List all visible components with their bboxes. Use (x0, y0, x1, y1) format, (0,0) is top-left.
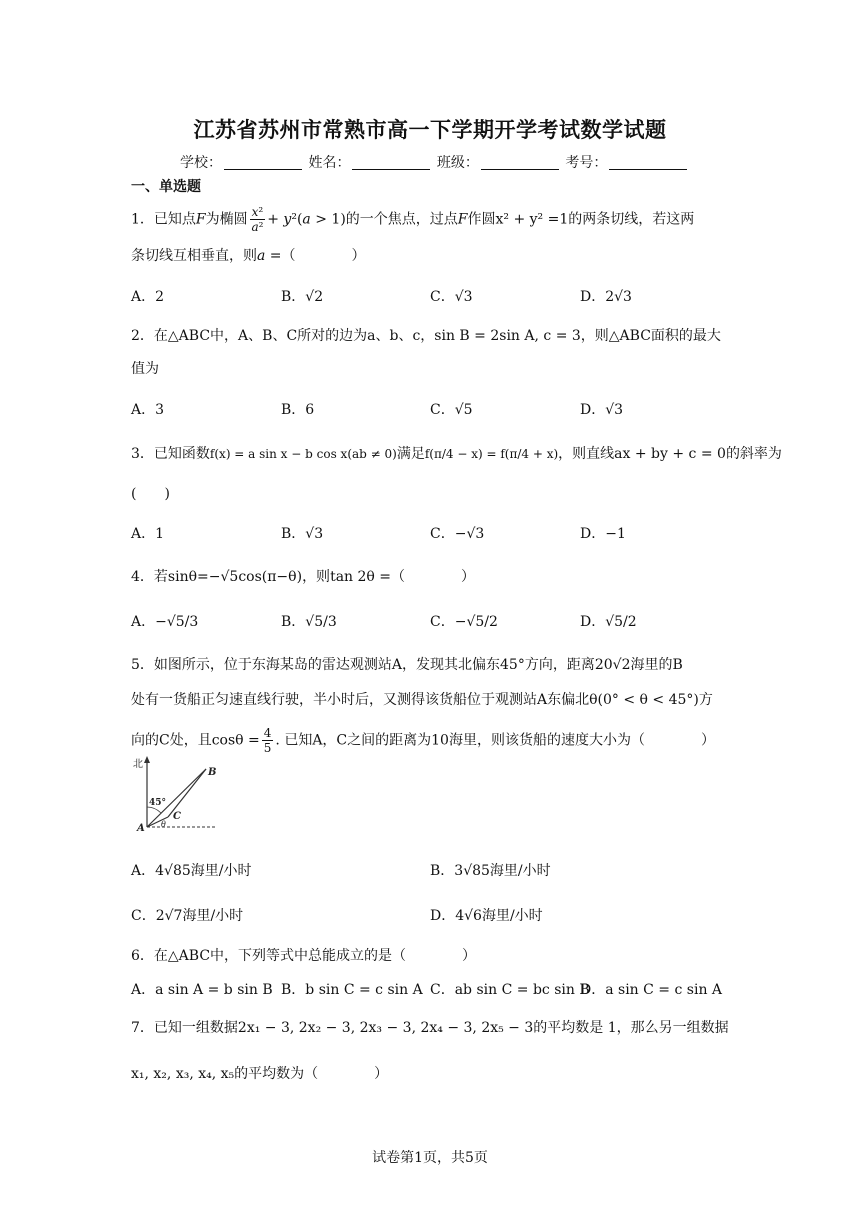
q4-option-b[interactable]: B．√5/3 (281, 614, 337, 630)
school-label: 学校： (180, 155, 222, 171)
ellipse-fraction: $\frac{\text{x²}}{\text{a²}}$ (251, 205, 264, 234)
q3-option-a[interactable]: A．1 (131, 526, 165, 542)
q1-option-b[interactable]: B．√2 (281, 289, 324, 305)
q2-option-d[interactable]: D．√3 (580, 402, 624, 418)
point-b-label: B (208, 767, 217, 778)
name-label: 姓名： (308, 155, 351, 171)
point-c-label: C (173, 811, 181, 822)
question-7-line-2: x₁, x₂, x₃, x₄, x₅的平均数为（ ） (131, 1066, 389, 1082)
north-arrow-icon (144, 756, 150, 763)
question-1-line-1: 1．已知点F为椭圆 $\frac{\text{x²}}{\text{a²}}$ + y²(a > 1)的一个焦点，过点F作圆x² + y² =1的两条切线，若这两 (131, 205, 695, 234)
q6-option-d[interactable]: D．a sin C = c sin A (580, 982, 723, 998)
q3-option-b[interactable]: B．√3 (281, 526, 324, 542)
name-blank[interactable] (352, 169, 430, 170)
north-label: 北 (133, 759, 143, 770)
page-title: 江苏省苏州市常熟市高一下学期开学考试数学试题 (193, 118, 667, 142)
angle-label: 45° (149, 798, 167, 808)
question-5-line-2: 处有一货船正匀速直线行驶，半小时后，又测得该货船位于观测站A东偏北θ(0° < θ < 45°)方 (131, 692, 713, 708)
point-a-label: A (137, 823, 145, 834)
question-7-line-1: 7．已知一组数据2x₁ − 3, 2x₂ − 3, 2x₃ − 3, 2x₄ − 3, 2x₅ − 3的平均数是 1，那么另一组数据 (131, 1020, 729, 1036)
page-footer: 试卷第1页，共5页 (372, 1150, 488, 1166)
number-label: 考号： (565, 155, 608, 171)
q5-option-a[interactable]: A．4√85海里/小时 (131, 863, 252, 879)
q2-option-b[interactable]: B．6 (281, 402, 315, 418)
q6-option-a[interactable]: A．a sin A = b sin B (131, 982, 273, 998)
theta-label: θ (161, 820, 166, 829)
question-3-line-1: 3．已知函数f(x) = a sin x − b cos x(ab ≠ 0)满足f(π/4 − x) = f(π/4 + x)，则直线ax + by + c = 0的斜率为 (131, 446, 782, 462)
number-blank[interactable] (609, 169, 687, 170)
question-3-line-2: ( ) (131, 486, 170, 502)
question-1-line-2: 条切线互相垂直，则a =（ ） (131, 248, 366, 264)
question-2-line-1: 2．在△ABC中，A、B、C所对的边为a、b、c，sin B = 2sin A, c = 3，则△ABC面积的最大 (131, 328, 721, 344)
q2-option-a[interactable]: A．3 (131, 402, 165, 418)
q5-option-b[interactable]: B．3√85海里/小时 (430, 863, 551, 879)
question-5-line-1: 5．如图所示，位于东海某岛的雷达观测站A，发现其北偏东45°方向，距离20√2海里的B (131, 657, 683, 673)
student-info-line (180, 152, 689, 172)
line-cb (168, 769, 206, 817)
radar-diagram (130, 755, 225, 837)
q2-option-c[interactable]: C．√5 (430, 402, 473, 418)
q1-option-d[interactable]: D．2√3 (580, 289, 632, 305)
question-4-line-1: 4．若sinθ=−√5cos(π−θ)，则tan 2θ =（ ） (131, 569, 476, 585)
q4-option-c[interactable]: C．−√5/2 (430, 614, 498, 630)
school-blank[interactable] (224, 169, 302, 170)
q4-option-a[interactable]: A．−√5/3 (131, 614, 199, 630)
q3-option-c[interactable]: C．−√3 (430, 526, 485, 542)
q3-option-d[interactable]: D．−1 (580, 526, 626, 542)
q6-option-b[interactable]: B．b sin C = c sin A (281, 982, 423, 998)
q6-option-c[interactable]: C．ab sin C = bc sin B (430, 982, 590, 998)
cos-fraction: $\frac{4}{5}$ (263, 726, 272, 755)
question-6-line-1: 6．在△ABC中，下列等式中总能成立的是（ ） (131, 948, 477, 964)
question-5-line-3: 向的C处，且cosθ = $\frac{4}{5}$ . 已知A，C之间的距离为10海里，则该货船的速度大小为（ ） (131, 726, 715, 755)
class-label: 班级： (436, 155, 479, 171)
section-heading: 一、单选题 (131, 179, 201, 195)
q4-option-d[interactable]: D．√5/2 (580, 614, 637, 630)
question-2-line-2: 值为 (131, 361, 159, 377)
q1-option-c[interactable]: C．√3 (430, 289, 473, 305)
q5-option-d[interactable]: D．4√6海里/小时 (430, 908, 543, 924)
class-blank[interactable] (481, 169, 559, 170)
q1-option-a[interactable]: A．2 (131, 289, 165, 305)
q5-option-c[interactable]: C．2√7海里/小时 (131, 908, 244, 924)
